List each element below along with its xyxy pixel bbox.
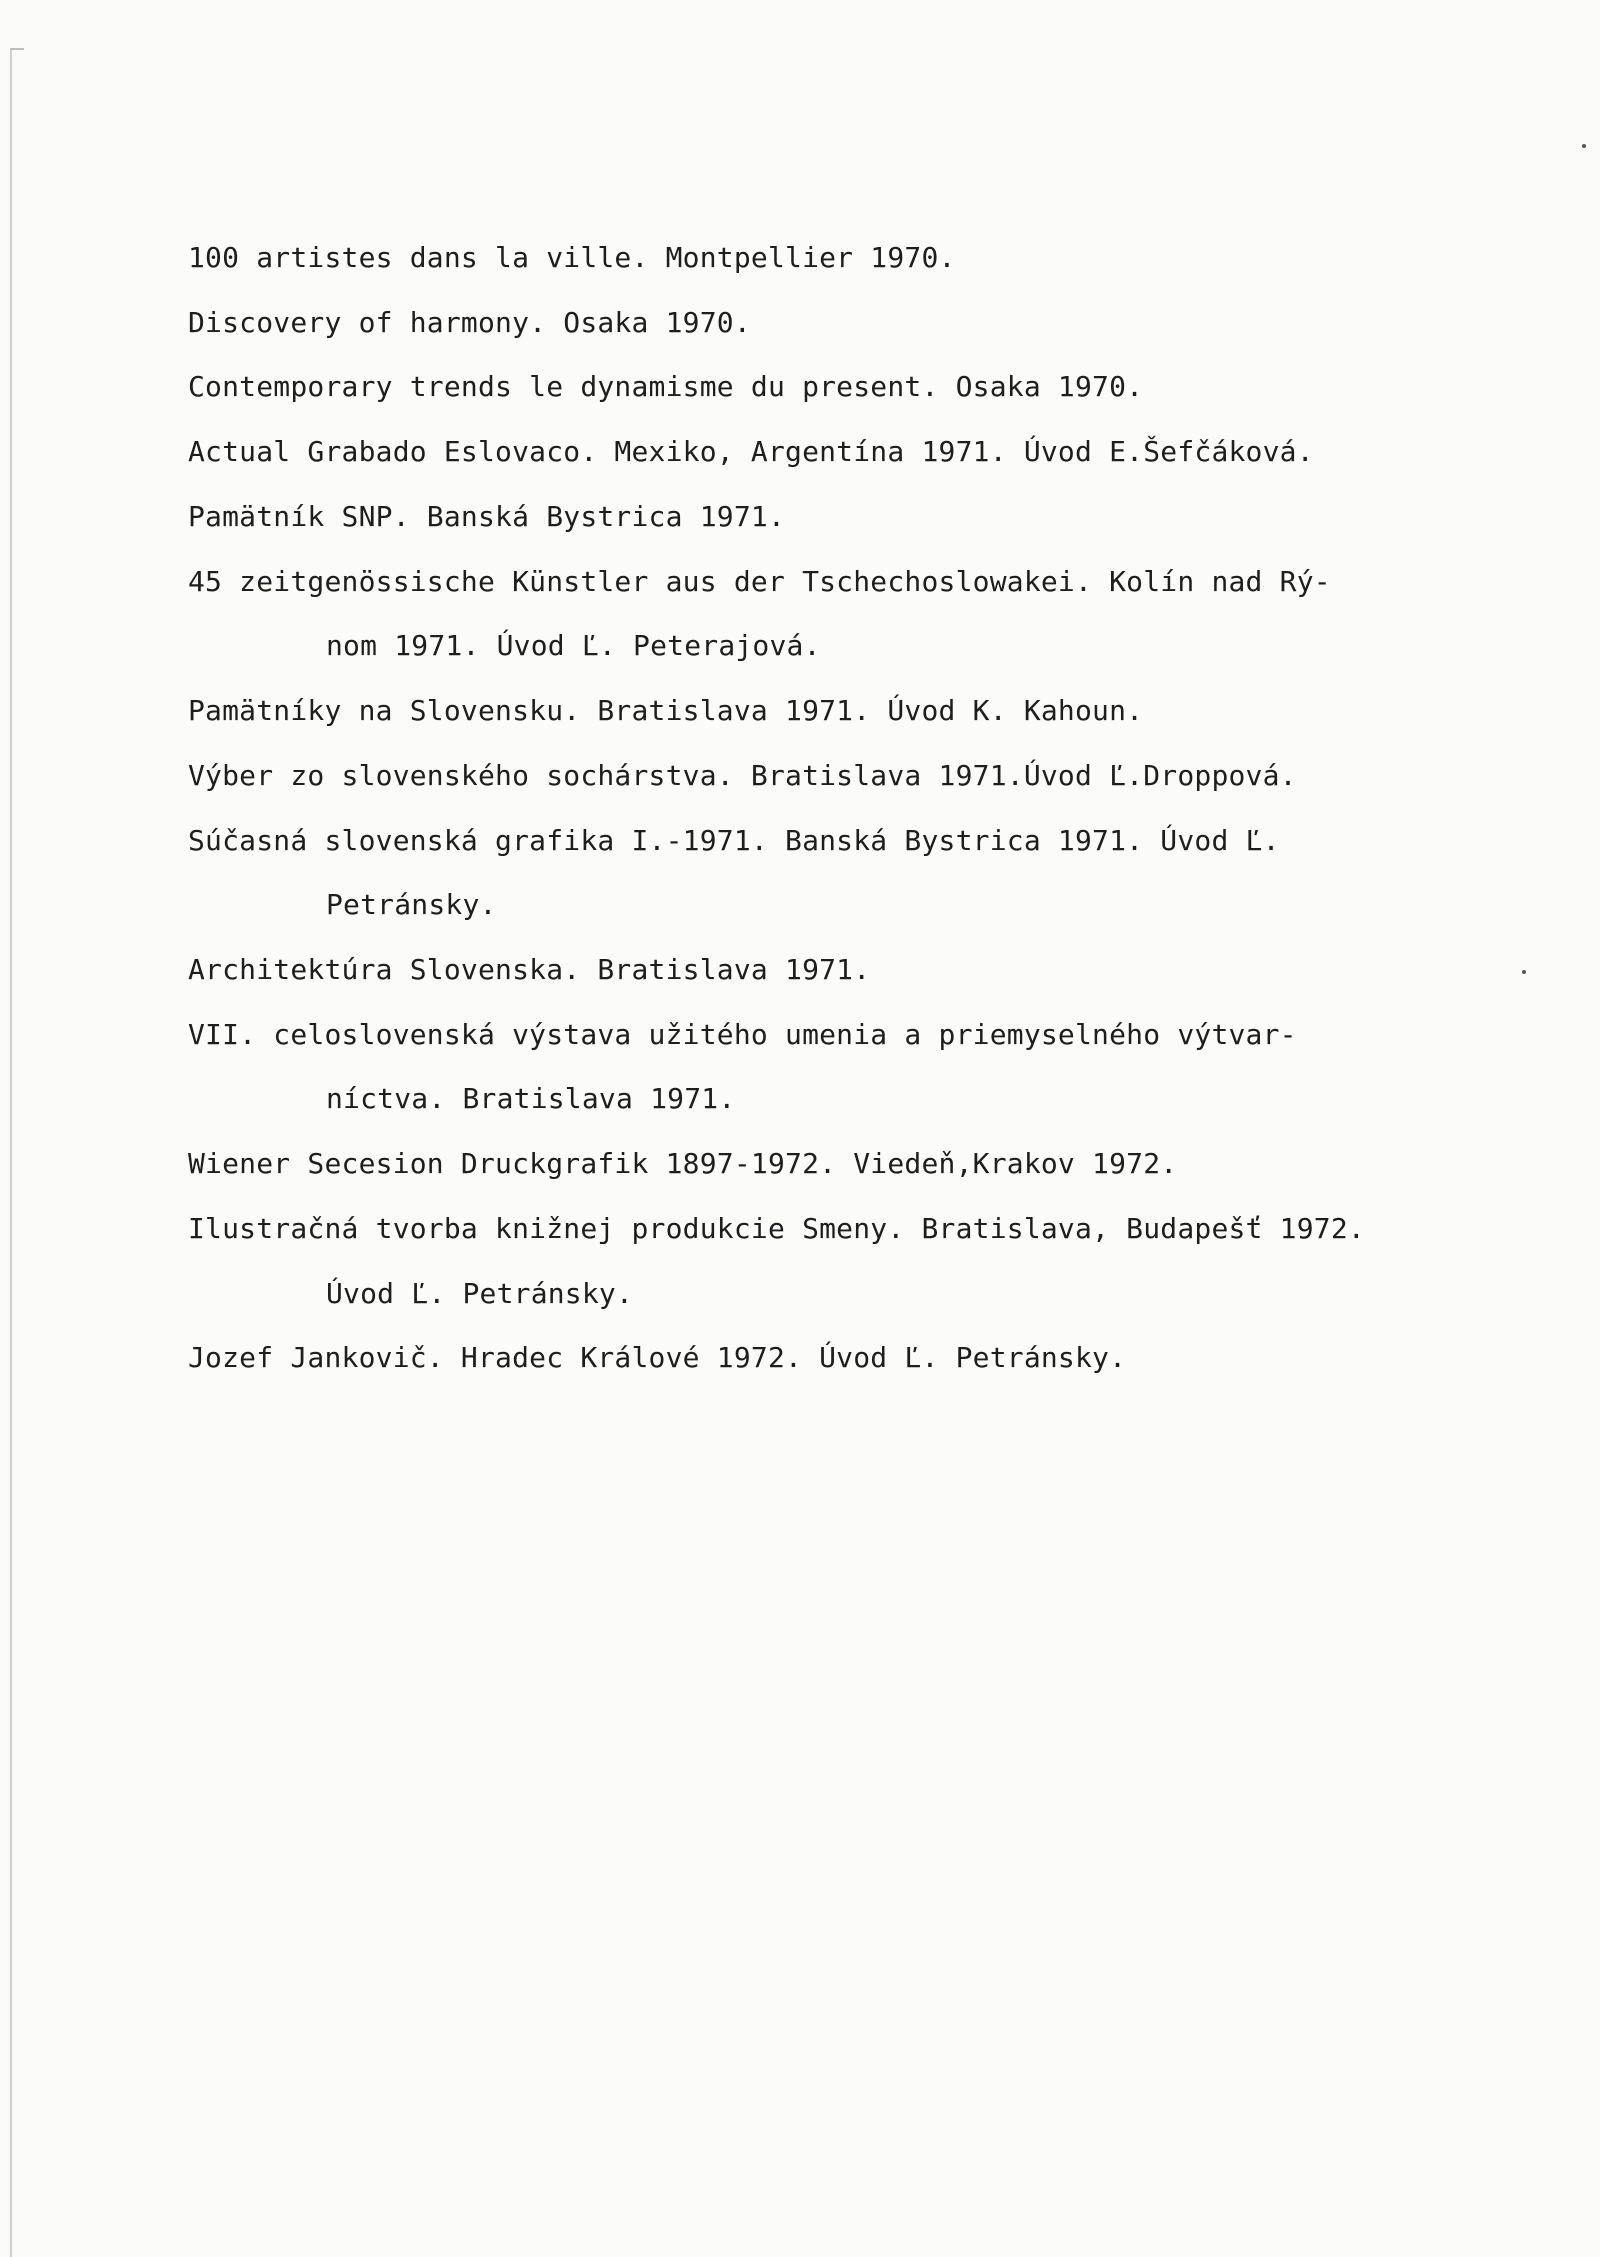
entry-line: Actual Grabado Eslovaco. Mexiko, Argentína 1971. Úvod E.Šefčáková. (188, 435, 1314, 468)
entry-line: Pamätník SNP. Banská Bystrica 1971. (188, 500, 786, 533)
entry-continuation: Úvod Ľ. Petránsky. (326, 1277, 634, 1310)
entry-line: VII. celoslovenská výstava užitého umenia a priemyselného výtvar- (188, 1018, 1297, 1051)
entry-line: Wiener Secesion Druckgrafik 1897-1972. Viedeň,Krakov 1972. (188, 1147, 1178, 1180)
entry-line: Výber zo slovenského sochárstva. Bratislava 1971.Úvod Ľ.Droppová. (188, 759, 1297, 792)
entry-line: Súčasná slovenská grafika I.-1971. Banská Bystrica 1971. Úvod Ľ. (188, 824, 1280, 857)
entry-line: 100 artistes dans la ville. Montpellier 1970. (188, 241, 956, 274)
entry-line: Ilustračná tvorba knižnej produkcie Smeny. Bratislava, Budapešť 1972. (188, 1212, 1365, 1245)
entry-line: Architektúra Slovenska. Bratislava 1971. (188, 953, 871, 986)
entry-line: Contemporary trends le dynamisme du present. Osaka 1970. (188, 370, 1144, 403)
entry-continuation: Petránsky. (326, 888, 497, 921)
entry-continuation: níctva. Bratislava 1971. (326, 1082, 736, 1115)
entry-line: Jozef Jankovič. Hradec Králové 1972. Úvod Ľ. Petránsky. (188, 1341, 1127, 1374)
entry-line: Pamätníky na Slovensku. Bratislava 1971. Úvod K. Kahoun. (188, 694, 1144, 727)
entry-continuation: nom 1971. Úvod Ľ. Peterajová. (326, 629, 821, 662)
entry-line: 45 zeitgenössische Künstler aus der Tschechoslowakei. Kolín nad Rý- (188, 565, 1331, 598)
entry-line: Discovery of harmony. Osaka 1970. (188, 306, 751, 339)
